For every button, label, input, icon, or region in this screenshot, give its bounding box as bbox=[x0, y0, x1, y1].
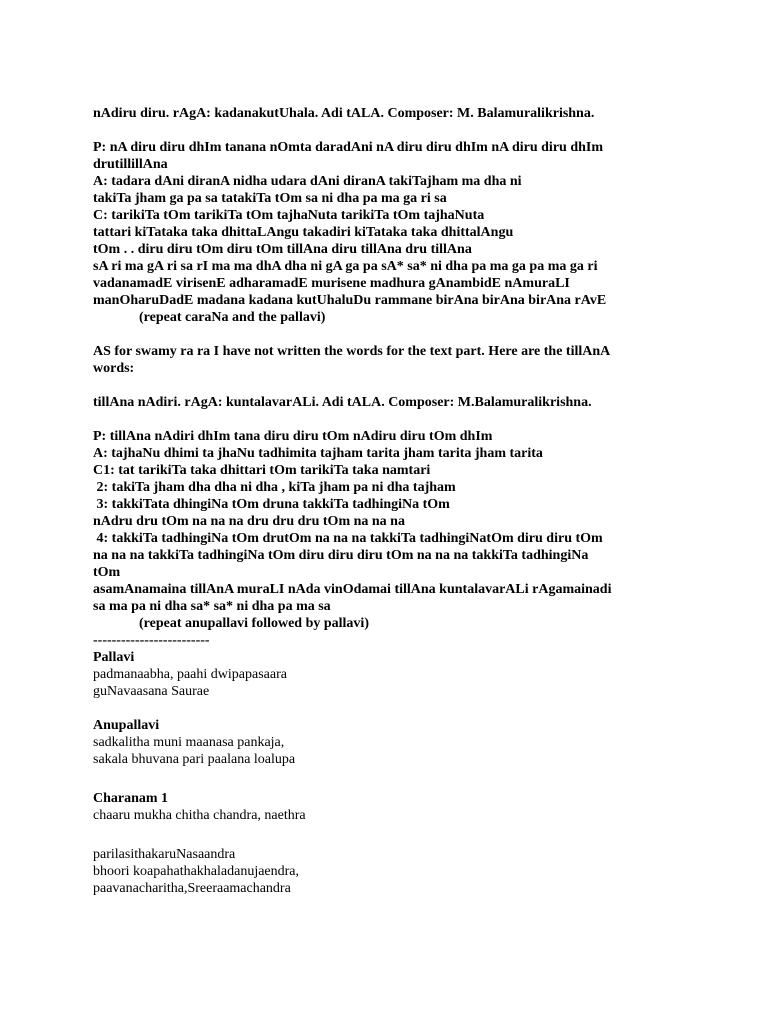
song2-line: P: tillAna nAdiri dhIm tana diru diru tOm nAdiru diru tOm dhIm bbox=[93, 429, 493, 444]
song2-repeat-note: (repeat anupallavi followed by pallavi) bbox=[139, 616, 369, 631]
note-line: words: bbox=[93, 361, 135, 376]
song2-line: asamAnamaina tillAnA muraLI nAda vinOdamai tillAna kuntalavarALi rAgamainadi bbox=[93, 582, 612, 597]
charanam-line: paavanacharitha,Sreeraamachandra bbox=[93, 881, 291, 896]
note-line: AS for swamy ra ra I have not written the words for the text part. Here are the tillAnA bbox=[93, 344, 611, 359]
song1-repeat-note: (repeat caraNa and the pallavi) bbox=[139, 310, 326, 325]
song2-line: 4: takkiTa tadhingiNa tOm drutOm na na na takkiTa tadhingiNatOm diru diru tOm bbox=[93, 531, 603, 546]
song1-line: C: tarikiTa tOm tarikiTa tOm tajhaNuta tarikiTa tOm tajhaNuta bbox=[93, 208, 485, 223]
charanam-heading: Charanam 1 bbox=[93, 791, 169, 806]
song2-line: nAdru dru tOm na na na dru dru dru tOm na na na bbox=[93, 514, 405, 529]
song1-line: takiTa jham ga pa sa tatakiTa tOm sa ni dha pa ma ga ri sa bbox=[93, 191, 447, 206]
song1-line: tOm . . diru diru tOm diru tOm tillAna diru tillAna dru tillAna bbox=[93, 242, 472, 257]
song2-line: 2: takiTa jham dha dha ni dha , kiTa jham pa ni dha tajham bbox=[93, 480, 456, 495]
charanam-line: bhoori koapahathakhaladanujaendra, bbox=[93, 864, 300, 879]
separator-line: ------------------------- bbox=[93, 633, 210, 648]
song1-line: vadanamadE virisenE adharamadE murisene madhura gAnambidE nAmuraLI bbox=[93, 276, 570, 291]
song2-header: tillAna nAdiri. rAgA: kuntalavarALi. Adi tALA. Composer: M.Balamuralikrishna. bbox=[93, 395, 592, 410]
song1-line: A: tadara dAni diranA nidha udara dAni diranA takiTajham ma dha ni bbox=[93, 174, 522, 189]
document-page bbox=[93, 105, 753, 897]
song1-line: sA ri ma gA ri sa rI ma ma dhA dha ni gA ga pa sA* sa* ni dha pa ma ga pa ma ga ri bbox=[93, 259, 598, 274]
song1-line: drutillillAna bbox=[93, 157, 168, 172]
song1-line: P: nA diru diru dhIm tanana nOmta daradAni nA diru diru dhIm nA diru diru dhIm bbox=[93, 140, 603, 155]
song1-header: nAdiru diru. rAgA: kadanakutUhala. Adi tALA. Composer: M. Balamuralikrishna. bbox=[93, 106, 595, 121]
song1-line: manOharuDadE madana kadana kutUhaluDu rammane birAna birAna birAna rAvE bbox=[93, 293, 607, 308]
anupallavi-heading: Anupallavi bbox=[93, 718, 160, 733]
charanam-line: parilasithakaruNasaandra bbox=[93, 847, 236, 862]
charanam-line: chaaru mukha chitha chandra, naethra bbox=[93, 808, 306, 823]
song2-line: C1: tat tarikiTa taka dhittari tOm tarikiTa taka namtari bbox=[93, 463, 431, 478]
song2-line: na na na takkiTa tadhingiNa tOm diru diru diru tOm na na na takkiTa tadhingiNa bbox=[93, 548, 589, 563]
pallavi-heading: Pallavi bbox=[93, 650, 135, 665]
anupallavi-line: sadkalitha muni maanasa pankaja, bbox=[93, 735, 285, 750]
pallavi-line: padmanaabha, paahi dwipapasaara bbox=[93, 667, 287, 682]
song2-line: A: tajhaNu dhimi ta jhaNu tadhimita tajham tarita jham tarita jham tarita bbox=[93, 446, 543, 461]
anupallavi-line: sakala bhuvana pari paalana loalupa bbox=[93, 752, 296, 767]
song2-line: tOm bbox=[93, 565, 121, 580]
song1-line: tattari kiTataka taka dhittaLAngu takadiri kiTataka taka dhittalAngu bbox=[93, 225, 514, 240]
pallavi-line: guNavaasana Saurae bbox=[93, 684, 210, 699]
song2-line: sa ma pa ni dha sa* sa* ni dha pa ma sa bbox=[93, 599, 331, 614]
song2-line: 3: takkiTata dhingiNa tOm druna takkiTa tadhingiNa tOm bbox=[93, 497, 450, 512]
